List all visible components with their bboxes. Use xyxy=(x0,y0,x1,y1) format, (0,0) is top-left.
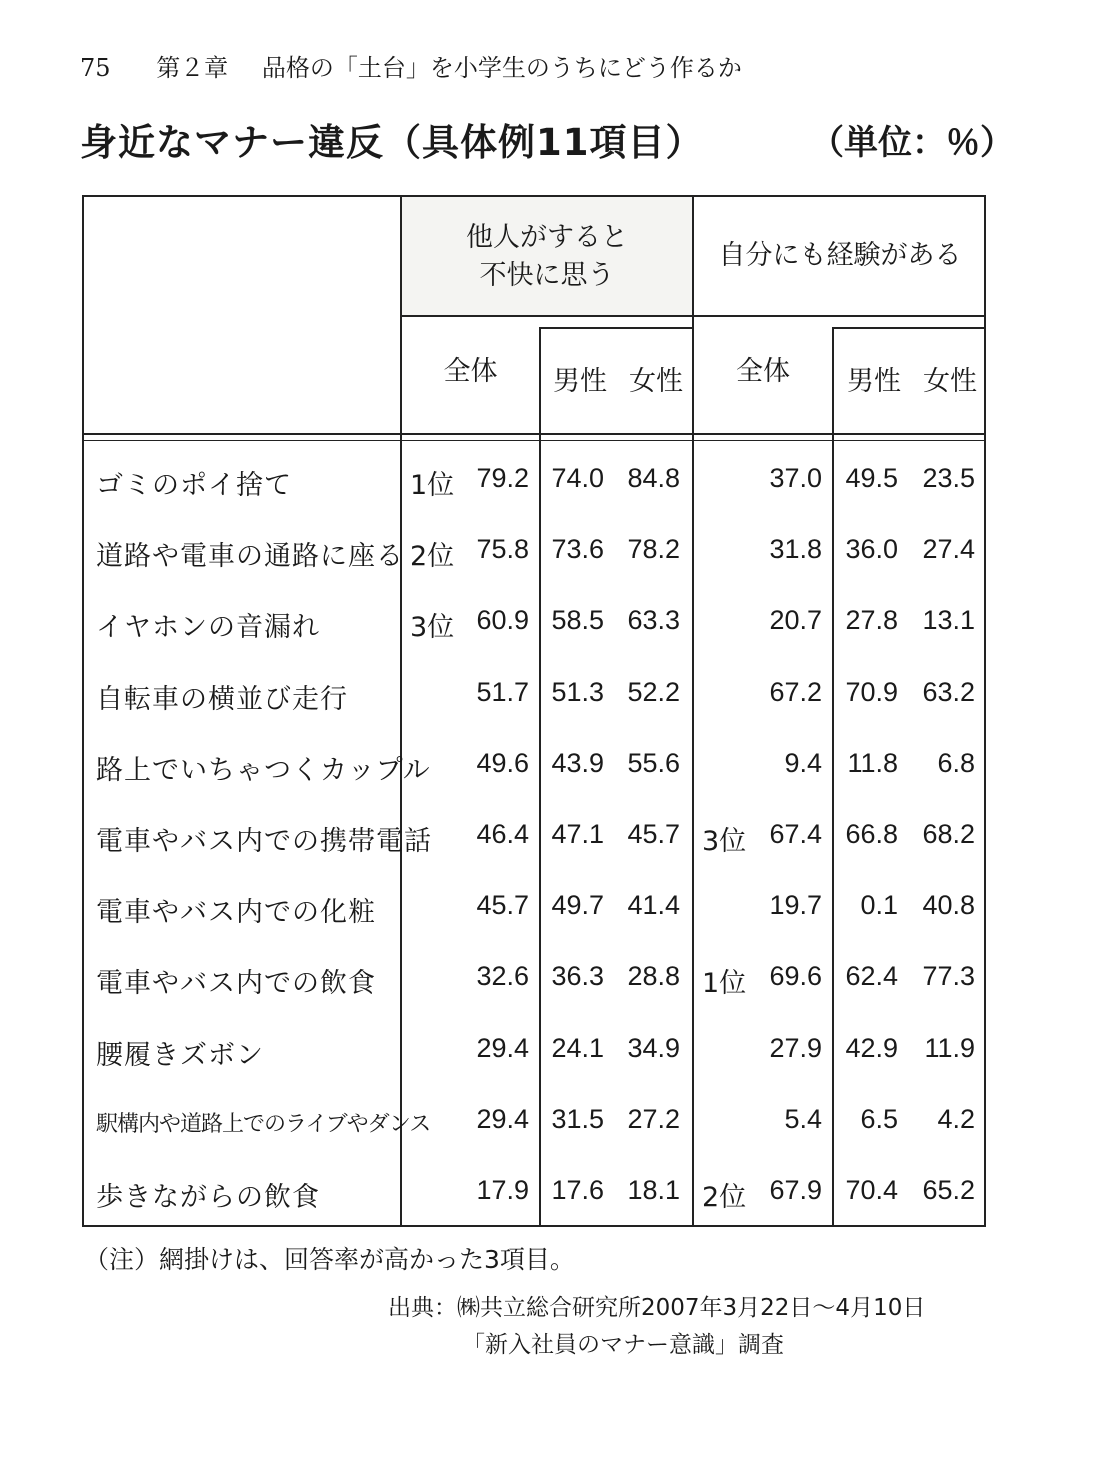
cell-b-total: 37.0 xyxy=(769,463,822,493)
cell-b-male: 0.1 xyxy=(860,890,898,921)
cell-a-total: 29.4 xyxy=(476,1103,529,1134)
cell-b-total: 31.8 xyxy=(769,534,822,565)
cell-b-total: 9.4 xyxy=(784,747,822,778)
cell-b-female: 6.8 xyxy=(937,747,975,778)
cell-a-male: 17.6 xyxy=(551,1175,604,1205)
divider-b-sub xyxy=(832,327,834,1227)
cell-a-male: 24.1 xyxy=(551,1032,604,1063)
row-label: 電車やバス内での飲食 xyxy=(96,968,376,1000)
rank-badge-b: 2位 xyxy=(702,1182,747,1213)
cell-a-male: 31.5 xyxy=(551,1103,604,1134)
divider-b-subtop xyxy=(832,327,986,329)
cell-a-female: 45.7 xyxy=(627,819,680,849)
group-b-total-header: 全体 xyxy=(736,356,790,387)
cell-a-total: 51.7 xyxy=(476,676,529,707)
cell-b-total: 5.4 xyxy=(784,1103,822,1134)
cell-b-total: 67.2 xyxy=(769,676,822,707)
cell-b-total: 67.9 xyxy=(769,1175,822,1205)
cell-a-total: 45.7 xyxy=(476,890,529,921)
cell-b-male: 6.5 xyxy=(860,1103,898,1134)
cell-a-male: 74.0 xyxy=(551,463,604,493)
cell-b-male: 42.9 xyxy=(845,1032,898,1063)
cell-a-male: 47.1 xyxy=(551,819,604,849)
group-b-male-header: 男性 xyxy=(847,366,901,397)
chapter-title: 品格の「土台」を小学生のうちにどう作るか xyxy=(261,54,742,82)
cell-a-female: 27.2 xyxy=(627,1103,680,1134)
cell-a-total: 46.4 xyxy=(476,819,529,849)
cell-a-total: 17.9 xyxy=(476,1175,529,1205)
row-label: 歩きながらの飲食 xyxy=(96,1182,320,1213)
row-label: 腰履きズボン xyxy=(96,1039,264,1071)
cell-a-total: 29.4 xyxy=(476,1032,529,1063)
cell-a-female: 63.3 xyxy=(627,605,680,636)
cell-a-male: 49.7 xyxy=(551,890,604,921)
cell-b-total: 27.9 xyxy=(769,1032,822,1063)
cell-b-female: 40.8 xyxy=(922,890,975,921)
cell-b-female: 27.4 xyxy=(922,534,975,565)
unit-label: （単位：％） xyxy=(810,123,1014,163)
cell-b-female: 13.1 xyxy=(922,605,975,636)
cell-a-female: 28.8 xyxy=(627,961,680,992)
table-note: （注）網掛けは、回答率が高かった3項目。 xyxy=(84,1245,575,1274)
cell-b-male: 66.8 xyxy=(845,819,898,849)
chapter-label: 第２章 xyxy=(156,54,229,82)
cell-b-male: 27.8 xyxy=(845,605,898,636)
cell-b-male: 62.4 xyxy=(845,961,898,992)
cell-b-female: 65.2 xyxy=(922,1175,975,1205)
running-head xyxy=(80,48,742,83)
source-line-1: 出典：㈱共立総合研究所2007年3月22日～4月10日 xyxy=(388,1295,926,1321)
row-label: 路上でいちゃつくカップル xyxy=(96,754,431,786)
cell-a-male: 58.5 xyxy=(551,605,604,636)
rank-badge-b: 3位 xyxy=(702,826,747,857)
cell-b-female: 68.2 xyxy=(922,819,975,849)
cell-b-female: 4.2 xyxy=(937,1103,975,1134)
cell-a-female: 18.1 xyxy=(627,1175,680,1205)
manner-table xyxy=(82,195,986,1227)
cell-b-male: 11.8 xyxy=(847,747,898,778)
row-label: 電車やバス内での携帯電話 xyxy=(96,826,432,857)
cell-a-female: 34.9 xyxy=(627,1032,680,1063)
source-line-2: 「新入社員のマナー意識」調査 xyxy=(462,1332,784,1358)
cell-b-female: 77.3 xyxy=(922,961,975,992)
row-label: イヤホンの音漏れ xyxy=(96,612,320,644)
table-title: 身近なマナー違反（具体例11項目） xyxy=(80,121,704,164)
divider-label-col xyxy=(400,197,402,1227)
cell-b-total: 69.6 xyxy=(769,961,822,992)
cell-b-male: 70.4 xyxy=(845,1175,898,1205)
group-a-female-header: 女性 xyxy=(629,366,683,397)
row-label: ゴミのポイ捨て xyxy=(96,470,292,501)
cell-b-total: 67.4 xyxy=(769,819,822,849)
group-a-header xyxy=(402,219,692,295)
cell-a-male: 73.6 xyxy=(551,534,604,565)
group-a-total-header: 全体 xyxy=(443,356,498,387)
group-b-header: 自分にも経験がある xyxy=(718,240,962,271)
divider-header-bottom xyxy=(84,433,986,435)
rank-badge-a: 2位 xyxy=(410,541,455,573)
group-a-male-header: 男性 xyxy=(553,366,607,397)
cell-b-female: 11.9 xyxy=(924,1032,975,1063)
row-label: 駅構内や道路上でのライブやダンス xyxy=(96,1111,431,1137)
cell-a-female: 52.2 xyxy=(627,676,680,707)
row-label: 電車やバス内での化粧 xyxy=(96,897,376,929)
cell-a-total: 49.6 xyxy=(476,747,529,778)
cell-a-total: 79.2 xyxy=(476,463,529,493)
group-a-header-line2: 不快に思う xyxy=(479,260,615,291)
cell-b-male: 70.9 xyxy=(845,676,898,707)
rank-badge-b: 1位 xyxy=(702,968,747,1000)
group-b-female-header: 女性 xyxy=(923,366,977,397)
divider-header-bottom-double xyxy=(84,440,986,441)
cell-a-total: 75.8 xyxy=(476,534,529,565)
row-label: 道路や電車の通路に座る xyxy=(96,541,404,573)
cell-a-male: 43.9 xyxy=(551,747,604,778)
cell-b-female: 23.5 xyxy=(922,463,975,493)
cell-b-total: 19.7 xyxy=(769,890,822,921)
cell-a-female: 78.2 xyxy=(627,534,680,565)
row-label: 自転車の横並び走行 xyxy=(96,683,348,715)
cell-b-male: 49.5 xyxy=(845,463,898,493)
divider-group xyxy=(692,197,694,1227)
cell-a-female: 55.6 xyxy=(627,747,680,778)
cell-a-female: 41.4 xyxy=(627,890,680,921)
group-a-header-line1: 他人がすると xyxy=(466,222,628,253)
cell-a-total: 32.6 xyxy=(476,961,529,992)
cell-a-male: 51.3 xyxy=(551,676,604,707)
cell-b-total: 20.7 xyxy=(769,605,822,636)
cell-a-male: 36.3 xyxy=(551,961,604,992)
cell-b-male: 36.0 xyxy=(845,534,898,565)
divider-a-sub xyxy=(539,327,541,1227)
cell-a-total: 60.9 xyxy=(476,605,529,636)
cell-b-female: 63.2 xyxy=(922,676,975,707)
page-number: 75 xyxy=(80,54,111,82)
divider-header-mid xyxy=(400,315,986,317)
divider-a-subtop xyxy=(539,327,692,329)
rank-badge-a: 3位 xyxy=(410,612,455,644)
cell-a-female: 84.8 xyxy=(627,463,680,493)
rank-badge-a: 1位 xyxy=(410,470,455,501)
